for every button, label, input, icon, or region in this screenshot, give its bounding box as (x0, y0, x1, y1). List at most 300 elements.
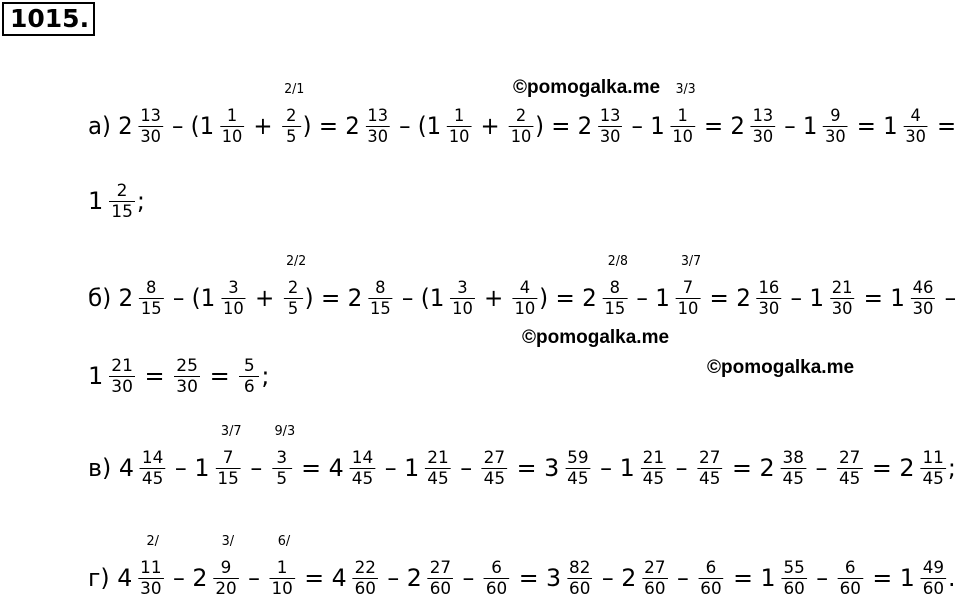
fraction (920, 448, 945, 489)
fraction (641, 448, 666, 489)
fraction (911, 278, 936, 319)
number-term (280, 81, 305, 147)
whole-part: 1 (194, 454, 210, 482)
number-term (803, 106, 850, 147)
denominator: 30 (825, 126, 846, 147)
whole-part: 2 (582, 284, 597, 312)
denominator: 20 (215, 578, 237, 599)
numerator: 27 (838, 447, 861, 468)
extra-factor: 9/3 (274, 423, 296, 439)
fraction (676, 253, 702, 319)
number-term (117, 533, 165, 599)
denominator: 45 (567, 468, 589, 489)
denominator: 45 (351, 468, 374, 489)
numerator: 8 (609, 277, 621, 298)
denominator: 30 (176, 376, 198, 397)
fraction (823, 106, 847, 147)
denominator: 60 (354, 578, 376, 599)
extra-factor: 2/ (146, 533, 159, 549)
whole-part: 4 (331, 564, 347, 592)
denominator: 45 (642, 468, 665, 489)
whole-part: 1 (619, 454, 635, 482)
task-number: 1015. (2, 2, 95, 36)
operator-text: – (629, 284, 656, 312)
number-term (736, 278, 783, 319)
number-term (546, 558, 594, 599)
numerator: 27 (644, 557, 666, 578)
denominator: 15 (140, 298, 162, 319)
fraction (781, 448, 806, 489)
operator-text: – (624, 112, 651, 140)
number-term (836, 558, 865, 599)
whole-part: 2 (736, 284, 751, 312)
fraction (215, 423, 242, 489)
operator-text: = (702, 284, 737, 312)
numerator: 22 (354, 557, 376, 578)
number-term (695, 448, 724, 489)
denominator: 30 (367, 126, 388, 147)
numerator: 3 (228, 277, 239, 298)
operator-text: = (864, 564, 900, 592)
fraction (447, 106, 471, 147)
whole-part: 1 (199, 112, 215, 140)
operator-text: = (864, 454, 900, 482)
numerator: 13 (140, 105, 161, 126)
numerator: 49 (922, 557, 945, 578)
number-term (480, 448, 509, 489)
fraction (603, 253, 628, 319)
operator-text: – (379, 564, 407, 592)
operator-text: ) = (535, 112, 578, 140)
whole-part: 2 (192, 564, 208, 592)
denominator: 10 (677, 298, 699, 319)
denominator: 10 (221, 126, 243, 147)
numerator: 21 (111, 355, 133, 376)
numerator: 27 (699, 447, 721, 468)
numerator: 16 (758, 277, 780, 298)
operator-text: ; (261, 362, 270, 390)
numerator: 11 (922, 447, 944, 468)
operator-text: – (668, 454, 696, 482)
number-term (407, 558, 455, 599)
operator-text: – (240, 564, 268, 592)
operator-text: ) = (539, 284, 583, 312)
whole-part: 1 (200, 284, 216, 312)
fraction (138, 106, 162, 147)
number-term (650, 81, 697, 147)
fraction (757, 278, 782, 319)
denominator: 10 (514, 298, 536, 319)
denominator: 5 (286, 126, 297, 147)
number-term (88, 356, 137, 397)
whole-part: 1 (650, 112, 665, 140)
denominator: 30 (905, 126, 926, 147)
operator-text: – ( (165, 284, 201, 312)
numerator: 2 (286, 105, 297, 126)
fraction (428, 558, 453, 599)
operator-text: + (246, 112, 280, 140)
extra-factor: 2/1 (284, 81, 305, 97)
fraction (565, 448, 590, 489)
denominator: 45 (141, 468, 164, 489)
whole-part: 3 (546, 564, 562, 592)
fraction (140, 448, 165, 489)
denominator: 60 (569, 578, 591, 599)
extra-factor: 2/8 (607, 253, 628, 269)
whole-part: 2 (759, 454, 775, 482)
denominator: 30 (752, 126, 774, 147)
denominator: 60 (485, 578, 508, 599)
fraction (272, 423, 296, 489)
number-term (696, 558, 725, 599)
denominator: 30 (912, 298, 934, 319)
number-term (544, 448, 592, 489)
denominator: 10 (452, 298, 473, 319)
operator-text: = (724, 454, 760, 482)
watermark: ©pomogalka.me (513, 77, 661, 98)
numerator: 1 (276, 557, 288, 578)
whole-part: 1 (88, 187, 104, 215)
extra-factor: 2/2 (286, 253, 307, 269)
whole-part: 2 (118, 284, 134, 312)
number-term (282, 253, 307, 319)
denominator: 30 (140, 126, 161, 147)
fraction (109, 356, 135, 397)
numerator: 21 (831, 277, 853, 298)
fraction (350, 448, 375, 489)
fraction (282, 81, 305, 147)
number-term (621, 558, 669, 599)
number-term (578, 106, 625, 147)
number-term (119, 448, 167, 489)
whole-part: 1 (802, 112, 818, 140)
fraction (513, 278, 538, 319)
whole-part: 1 (88, 362, 104, 390)
denominator: 30 (758, 298, 780, 319)
numerator: 13 (752, 105, 774, 126)
whole-part: 1 (429, 284, 445, 312)
denominator: 30 (111, 376, 133, 397)
fraction (781, 558, 806, 599)
number-term (883, 106, 930, 147)
numerator: 14 (141, 447, 164, 468)
numerator: 82 (569, 557, 591, 578)
number-term (900, 558, 948, 599)
fraction (239, 356, 259, 397)
denominator: 15 (369, 298, 391, 319)
number-term (655, 253, 702, 319)
fraction (921, 558, 946, 599)
denominator: 60 (429, 578, 452, 599)
operator-text: – (808, 564, 836, 592)
solution-line-b (88, 253, 957, 324)
operator-text: – ( (394, 284, 430, 312)
numerator: 21 (427, 447, 449, 468)
denominator: 10 (510, 126, 532, 147)
operator-text: – (452, 454, 480, 482)
denominator: 15 (111, 201, 133, 222)
numerator: 25 (176, 355, 198, 376)
number-term (427, 106, 474, 147)
numerator: 6 (844, 557, 856, 578)
operator-text: = (856, 284, 891, 312)
denominator: 5 (287, 298, 299, 319)
fraction (109, 181, 135, 222)
number-term (760, 558, 808, 599)
number-term (730, 106, 777, 147)
number-term (511, 278, 539, 319)
whole-part: 1 (655, 284, 670, 312)
denominator: 45 (782, 468, 804, 489)
number-term (192, 533, 240, 599)
numerator: 4 (519, 277, 531, 298)
number-term (329, 448, 377, 489)
number-term (482, 558, 511, 599)
numerator: 27 (429, 557, 452, 578)
denominator: 60 (783, 578, 805, 599)
fraction (482, 448, 507, 489)
fraction (284, 253, 307, 319)
fraction (174, 356, 200, 397)
numerator: 3 (276, 447, 288, 468)
fraction (903, 106, 927, 147)
operator-text: + (247, 284, 282, 312)
denominator: 60 (644, 578, 666, 599)
numerator: 4 (910, 105, 921, 126)
whole-part: 2 (118, 112, 133, 140)
operator-text: – ( (164, 112, 200, 140)
fraction (365, 106, 389, 147)
fraction (220, 106, 244, 147)
whole-part: 2 (345, 112, 360, 140)
operator-text: – (455, 564, 482, 592)
whole-part: 3 (544, 454, 560, 482)
operator-text: – (377, 454, 405, 482)
numerator: 59 (567, 447, 589, 468)
numerator: 27 (483, 447, 506, 468)
denominator: 30 (831, 298, 853, 319)
solution-line-g (88, 533, 956, 604)
operator-text: – (783, 284, 810, 312)
denominator: 15 (217, 468, 239, 489)
number-term (332, 558, 380, 599)
operator-text: + (473, 112, 507, 140)
denominator: 30 (140, 578, 162, 599)
watermark: ©pomogalka.me (522, 327, 670, 348)
numerator: 1 (677, 105, 688, 126)
operator-text: = (296, 564, 332, 592)
number-term (268, 533, 297, 599)
whole-part: 4 (118, 454, 134, 482)
whole-part: 1 (426, 112, 442, 140)
numerator: 7 (682, 277, 694, 298)
number-term (430, 278, 477, 319)
operator-text: = (849, 112, 884, 140)
denominator: 45 (699, 468, 721, 489)
number-term (194, 423, 242, 489)
number-term (201, 278, 248, 319)
number-term (348, 278, 395, 319)
whole-part: 2 (730, 112, 745, 140)
numerator: 2 (116, 180, 128, 201)
fraction (567, 558, 592, 599)
whole-part: 2 (621, 564, 637, 592)
item-label: б) (88, 284, 119, 312)
number-term (620, 448, 668, 489)
denominator: 6 (243, 376, 255, 397)
item-label: а) (88, 112, 119, 140)
numerator: 13 (367, 105, 388, 126)
denominator: 45 (838, 468, 861, 489)
number-term (345, 106, 392, 147)
fraction (425, 448, 450, 489)
denominator: 45 (427, 468, 449, 489)
whole-part: 2 (899, 454, 915, 482)
numerator: 9 (220, 557, 232, 578)
whole-part: 4 (328, 454, 344, 482)
denominator: 10 (223, 298, 244, 319)
denominator: 10 (271, 578, 293, 599)
denominator: 45 (483, 468, 506, 489)
denominator: 10 (448, 126, 470, 147)
denominator: 10 (672, 126, 693, 147)
fraction (269, 533, 294, 599)
operator-text: = (201, 362, 238, 390)
operator-text: – (594, 564, 622, 592)
operator-text: + (476, 284, 511, 312)
operator-text: ) = (302, 112, 346, 140)
numerator: 46 (912, 277, 934, 298)
operator-text: = (293, 454, 329, 482)
number-term (759, 448, 807, 489)
fraction (670, 81, 696, 147)
whole-part: 2 (406, 564, 422, 592)
number-term (172, 356, 202, 397)
number-term (507, 106, 535, 147)
whole-part: 4 (117, 564, 133, 592)
numerator: 21 (642, 447, 665, 468)
fraction (368, 278, 393, 319)
numerator: 7 (222, 447, 234, 468)
numerator: 1 (453, 105, 465, 126)
fraction (221, 278, 246, 319)
numerator: 2 (287, 277, 299, 298)
denominator: 15 (604, 298, 626, 319)
fraction (138, 533, 163, 599)
operator-text: = (696, 112, 731, 140)
denominator: 60 (700, 578, 722, 599)
number-term (582, 253, 629, 319)
fraction (697, 448, 722, 489)
denominator: 60 (839, 578, 861, 599)
number-term (270, 423, 296, 489)
numerator: 6 (491, 557, 502, 578)
fraction (751, 106, 775, 147)
extra-factor: 6/ (277, 533, 291, 549)
numerator: 14 (351, 447, 374, 468)
number-term (404, 448, 452, 489)
numerator: 5 (243, 355, 255, 376)
denominator: 45 (922, 468, 944, 489)
operator-text: – (592, 454, 620, 482)
extra-factor: 3/3 (675, 81, 696, 97)
operator-text: = (509, 454, 545, 482)
fraction (213, 533, 238, 599)
number-term (899, 448, 947, 489)
extra-factor: 3/7 (680, 253, 702, 269)
extra-factor: 3/7 (220, 423, 242, 439)
operator-text: – (807, 454, 835, 482)
numerator: 3 (457, 277, 468, 298)
fraction (598, 106, 622, 147)
fraction (353, 558, 378, 599)
operator-text: – (776, 112, 803, 140)
number-term (88, 181, 137, 222)
operator-text: ) = (304, 284, 348, 312)
denominator: 30 (599, 126, 621, 147)
numerator: 38 (782, 447, 804, 468)
operator-text: = (511, 564, 547, 592)
numerator: 1 (226, 105, 238, 126)
denominator: 5 (276, 468, 288, 489)
fraction (698, 558, 723, 599)
number-term (200, 106, 247, 147)
operator-text: = (725, 564, 761, 592)
operator-text: ; (947, 454, 956, 482)
whole-part: 1 (899, 564, 915, 592)
operator-text: = (929, 112, 957, 140)
numerator: 11 (140, 557, 162, 578)
whole-part: 1 (404, 454, 420, 482)
solution-line-a-continued (88, 175, 145, 227)
item-label: г) (88, 564, 118, 592)
number-term (237, 356, 261, 397)
whole-part: 1 (890, 284, 905, 312)
whole-part: 2 (577, 112, 593, 140)
solution-line-v (88, 423, 956, 494)
numerator: 6 (705, 557, 717, 578)
numerator: 8 (146, 277, 157, 298)
item-label: в) (88, 454, 119, 482)
numerator: 9 (830, 105, 841, 126)
whole-part: 1 (809, 284, 825, 312)
fraction (830, 278, 855, 319)
number-term (835, 448, 864, 489)
number-term (890, 278, 937, 319)
fraction (837, 448, 862, 489)
fraction (838, 558, 863, 599)
operator-text: = (136, 362, 173, 390)
fraction (484, 558, 509, 599)
numerator: 8 (375, 277, 386, 298)
operator-text: – (165, 564, 193, 592)
fraction (509, 106, 533, 147)
operator-text: – (167, 454, 195, 482)
numerator: 2 (515, 105, 527, 126)
operator-text: – (937, 284, 957, 312)
whole-part: 1 (760, 564, 776, 592)
fraction (139, 278, 164, 319)
operator-text: – ( (391, 112, 427, 140)
operator-text: . (948, 564, 956, 592)
whole-part: 2 (347, 284, 363, 312)
solution-line-b-continued (88, 350, 269, 402)
whole-part: 1 (883, 112, 898, 140)
numerator: 13 (599, 105, 621, 126)
number-term (118, 106, 165, 147)
number-term (809, 278, 856, 319)
fraction (450, 278, 475, 319)
